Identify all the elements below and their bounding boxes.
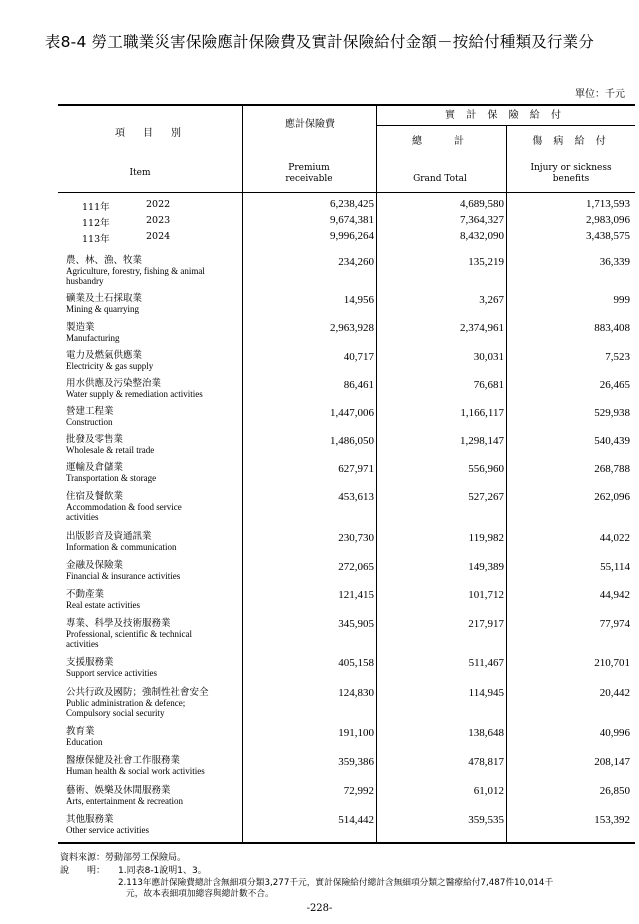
header-item-en: Item xyxy=(129,168,151,178)
premium-value: 9,996,264 xyxy=(330,230,374,242)
injury-value: 20,442 xyxy=(599,687,630,699)
industry-label xyxy=(66,814,242,835)
industry-name-en: Professional, scientific & technical activities xyxy=(66,629,192,649)
injury-value: 26,850 xyxy=(599,785,630,797)
total-value: 76,681 xyxy=(473,379,504,391)
industry-name-en: Wholesale & retail trade xyxy=(66,445,155,455)
injury-value: 268,788 xyxy=(594,463,630,475)
industry-name-en: Water supply & remediation activities xyxy=(66,389,203,399)
premium-value: 2,963,928 xyxy=(330,322,374,334)
industry-name-en: Financial & insurance activities xyxy=(66,571,181,581)
header-total-zh: 總 計 xyxy=(412,136,468,147)
premium-value: 359,386 xyxy=(338,756,374,768)
total-value: 3,267 xyxy=(479,294,504,306)
industry-label xyxy=(66,726,242,747)
industry-label xyxy=(66,589,242,610)
header-premium-zh: 應計保險費 xyxy=(285,119,335,130)
unit-label: 單位：千元 xyxy=(575,89,625,100)
industry-name-en: Electricity & gas supply xyxy=(66,361,154,371)
industry-label xyxy=(66,434,242,455)
premium-value: 1,486,050 xyxy=(330,435,374,447)
premium-value: 234,260 xyxy=(338,256,374,268)
industry-label xyxy=(66,618,242,649)
industry-name-en: Agriculture, forestry, fishing & animal husbandry xyxy=(66,266,205,286)
injury-value: 208,147 xyxy=(594,756,630,768)
table-top-rule xyxy=(58,104,635,106)
table-bottom-rule xyxy=(58,842,635,844)
total-value: 135,219 xyxy=(468,256,504,268)
industry-name-zh: 醫療保健及社會工作服務業 xyxy=(66,755,181,766)
total-value: 4,689,580 xyxy=(460,198,504,210)
injury-value: 7,523 xyxy=(605,351,630,363)
total-value: 114,945 xyxy=(468,687,504,699)
industry-name-zh: 電力及燃氣供應業 xyxy=(66,350,143,361)
industry-name-en: Real estate activities xyxy=(66,600,140,610)
total-value: 149,389 xyxy=(468,561,504,573)
injury-value: 26,465 xyxy=(599,379,630,391)
industry-name-zh: 批發及零售業 xyxy=(66,434,124,445)
industry-name-en: Transportation & storage xyxy=(66,473,157,483)
industry-name-en: Other service activities xyxy=(66,825,149,835)
industry-name-zh: 礦業及土石採取業 xyxy=(66,293,143,304)
premium-value: 514,442 xyxy=(338,814,374,826)
injury-value: 529,938 xyxy=(594,407,630,419)
premium-value: 72,992 xyxy=(343,785,374,797)
premium-value: 40,717 xyxy=(343,351,374,363)
injury-value: 210,701 xyxy=(594,657,630,669)
injury-value: 77,974 xyxy=(599,618,630,630)
total-value: 527,267 xyxy=(468,491,504,503)
industry-name-zh: 藝術、娛樂及休閒服務業 xyxy=(66,785,171,796)
industry-name-zh: 公共行政及國防；強制性社會安全 xyxy=(66,687,209,698)
industry-label xyxy=(66,462,242,483)
note-1: 1.同表8-1說明1、3。 xyxy=(118,866,207,876)
industry-label xyxy=(66,293,242,314)
injury-value: 262,096 xyxy=(594,491,630,503)
header-total-en: Grand Total xyxy=(413,174,467,184)
industry-name-zh: 出版影音及資通訊業 xyxy=(66,531,152,542)
total-value: 138,648 xyxy=(468,727,504,739)
injury-value: 540,439 xyxy=(594,435,630,447)
total-value: 1,166,117 xyxy=(460,407,504,419)
industry-name-en: Information & communication xyxy=(66,542,177,552)
industry-label xyxy=(66,785,242,806)
industry-name-en: Arts, entertainment & recreation xyxy=(66,796,183,806)
industry-label xyxy=(66,687,242,718)
total-value: 119,982 xyxy=(468,532,504,544)
injury-value: 44,022 xyxy=(599,532,630,544)
industry-label xyxy=(66,322,242,343)
industry-name-zh: 住宿及餐飲業 xyxy=(66,491,124,502)
injury-value: 40,996 xyxy=(599,727,630,739)
industry-name-zh: 金融及保險業 xyxy=(66,560,124,571)
industry-name-zh: 農、林、漁、牧業 xyxy=(66,255,143,266)
injury-value: 999 xyxy=(613,294,630,306)
header-injury-en: Injury or sickness benefits xyxy=(530,163,612,184)
total-value: 1,298,147 xyxy=(460,435,504,447)
premium-value: 6,238,425 xyxy=(330,198,374,210)
industry-name-en: Human health & social work activities xyxy=(66,766,205,776)
total-value: 101,712 xyxy=(468,589,504,601)
premium-value: 230,730 xyxy=(338,532,374,544)
total-value: 2,374,961 xyxy=(460,322,504,334)
industry-label xyxy=(66,531,242,552)
header-bottom-rule xyxy=(58,192,635,193)
injury-value: 55,114 xyxy=(600,561,630,573)
note-2a: 2.113年應計保險費總計含無細項分類3,277千元，實計保險給付總計含無細項分類之醫療給付7,487件10,014千 xyxy=(118,878,554,888)
industry-label xyxy=(66,255,242,286)
header-vline-3 xyxy=(506,125,507,192)
industry-name-en: Construction xyxy=(66,417,113,427)
premium-value: 121,415 xyxy=(338,589,374,601)
premium-value: 1,447,006 xyxy=(330,407,374,419)
year-roc: 111年 xyxy=(82,202,110,213)
benefit-group-rule xyxy=(376,125,635,126)
industry-name-zh: 教育業 xyxy=(66,726,95,737)
industry-name-zh: 用水供應及污染整治業 xyxy=(66,378,162,389)
industry-name-en: Public administration & defence; Compulsory social security xyxy=(66,698,186,718)
year-ad: 2024 xyxy=(146,231,171,242)
note-2b: 元，故本表細項加總容與總計數不合。 xyxy=(126,889,274,899)
year-roc: 112年 xyxy=(82,218,110,229)
injury-value: 44,942 xyxy=(599,589,630,601)
industry-label xyxy=(66,560,242,581)
header-vline-1 xyxy=(242,104,243,192)
year-ad: 2023 xyxy=(146,215,171,226)
total-value: 61,012 xyxy=(473,785,504,797)
industry-name-en: Education xyxy=(66,737,103,747)
year-roc: 113年 xyxy=(82,234,110,245)
injury-value: 36,339 xyxy=(599,256,630,268)
industry-name-en: Accommodation & food service activities xyxy=(66,502,182,522)
industry-label xyxy=(66,406,242,427)
page-title: 表8-4 勞工職業災害保險應計保險費及實計保險給付金額－按給付種類及行業分 xyxy=(44,33,595,51)
year-ad: 2022 xyxy=(146,199,171,210)
industry-name-zh: 其他服務業 xyxy=(66,814,114,825)
total-value: 478,817 xyxy=(468,756,504,768)
header-benefit-group: 實 計 保 險 給 付 xyxy=(445,110,565,121)
page-number: -228- xyxy=(306,903,333,914)
premium-value: 9,674,381 xyxy=(330,214,374,226)
injury-value: 153,392 xyxy=(594,814,630,826)
header-premium-en: Premium receivable xyxy=(285,163,333,184)
industry-name-en: Mining & quarrying xyxy=(66,304,139,314)
total-value: 511,467 xyxy=(468,657,504,669)
total-value: 556,960 xyxy=(468,463,504,475)
industry-label xyxy=(66,491,242,522)
premium-value: 345,905 xyxy=(338,618,374,630)
injury-value: 3,438,575 xyxy=(586,230,630,242)
premium-value: 453,613 xyxy=(338,491,374,503)
note-label: 說 明： xyxy=(60,866,106,876)
header-vline-2 xyxy=(376,104,377,192)
industry-label xyxy=(66,378,242,399)
industry-label xyxy=(66,755,242,776)
premium-value: 272,065 xyxy=(338,561,374,573)
total-value: 217,917 xyxy=(468,618,504,630)
total-value: 359,535 xyxy=(468,814,504,826)
injury-value: 2,983,096 xyxy=(586,214,630,226)
industry-name-en: Manufacturing xyxy=(66,333,120,343)
premium-value: 86,461 xyxy=(343,379,374,391)
industry-name-zh: 運輸及倉儲業 xyxy=(66,462,124,473)
total-value: 7,364,327 xyxy=(460,214,504,226)
premium-value: 191,100 xyxy=(338,727,374,739)
industry-label xyxy=(66,657,242,678)
header-injury-zh: 傷 病 給 付 xyxy=(532,136,610,147)
premium-value: 124,830 xyxy=(338,687,374,699)
industry-name-zh: 專業、科學及技術服務業 xyxy=(66,618,171,629)
premium-value: 405,158 xyxy=(338,657,374,669)
body-vline-3 xyxy=(506,192,507,842)
industry-name-zh: 不動產業 xyxy=(66,589,105,600)
industry-name-zh: 營建工程業 xyxy=(66,406,114,417)
body-vline-1 xyxy=(242,192,243,842)
header-item-zh: 項 目 別 xyxy=(115,128,185,139)
source-note: 資料來源：勞動部勞工保險局。 xyxy=(60,853,187,863)
premium-value: 14,956 xyxy=(343,294,374,306)
industry-name-en: Support service activities xyxy=(66,668,157,678)
injury-value: 1,713,593 xyxy=(586,198,630,210)
injury-value: 883,408 xyxy=(594,322,630,334)
premium-value: 627,971 xyxy=(338,463,374,475)
body-vline-2 xyxy=(376,192,377,842)
industry-name-zh: 支援服務業 xyxy=(66,657,114,668)
total-value: 8,432,090 xyxy=(460,230,504,242)
industry-name-zh: 製造業 xyxy=(66,322,95,333)
total-value: 30,031 xyxy=(473,351,504,363)
industry-label xyxy=(66,350,242,371)
